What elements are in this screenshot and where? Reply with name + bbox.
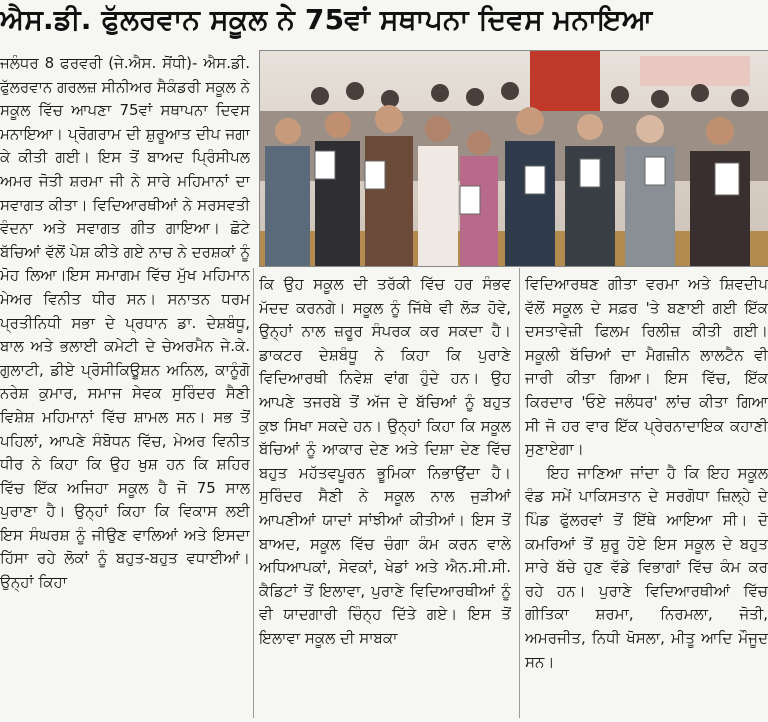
article-column-2 — [259, 273, 511, 722]
headline: ਐਸ.ਡੀ. ਫੁੱਲਰਵਾਨ ਸਕੂਲ ਨੇ 75ਵਾਂ ਸਥਾਪਨਾ ਦਿਵਸ ਮਨਾਇਆ — [0, 3, 653, 36]
paragraph: ਵਿਦਿਆਰਥਣ ਗੀਤਾ ਵਰਮਾ ਅਤੇ ਸ਼ਿਵਦੀਪ ਵੱਲੋਂ ਸਕੂਲ ਦੇ ਸਫ਼ਰ 'ਤੇ ਬਣਾਈ ਗਈ ਇੱਕ ਦਸਤਾਵੇਜ਼ੀ ਫਿਲਮ ਰਿਲੀਜ਼ ਕੀਤੀ ਗਈ। ਸਕੂਲੀ ਬੱਚਿਆਂ ਦਾ ਮੈਗਜ਼ੀਨ ਲਾਲਟੈਨ ਵੀ ਜਾਰੀ ਕੀਤਾ ਗਿਆ। ਇਸ ਵਿੱਚ, ਇੱਕ ਕਿਰਦਾਰ 'ਓਏ ਜਲੰਧਰ' ਲਾਂਚ ਕੀਤਾ ਗਿਆ ਸੀ ਜੋ ਹਰ ਵਾਰ ਇੱਕ ਪ੍ਰੇਰਨਾਦਾਇਕ ਕਹਾਣੀ ਸੁਣਾਏਗਾ। — [525, 275, 768, 459]
column-divider — [253, 268, 254, 718]
event-photo — [259, 50, 768, 267]
paragraph: ਕਿ ਉਹ ਸਕੂਲ ਦੀ ਤਰੱਕੀ ਵਿੱਚ ਹਰ ਸੰਭਵ ਮੱਦਦ ਕਰਨਗੇ। ਸਕੂਲ ਨੂੰ ਜਿੱਥੇ ਵੀ ਲੋੜ ਹੋਵੇ, ਉਨ੍ਹਾਂ ਨਾਲ ਜ਼ਰੂਰ ਸੰਪਰਕ ਕਰ ਸਕਦਾ ਹੈ। ਡਾਕਟਰ ਦੇਸ਼ਬੰਧੂ ਨੇ ਕਿਹਾ ਕਿ ਪੁਰਾਣੇ ਵਿਦਿਆਰਥੀ ਨਿਵੇਸ਼ ਵਾਂਗ ਹੁੰਦੇ ਹਨ। ਉਹ ਆਪਣੇ ਤਜਰਬੇ ਤੋਂ ਅੱਜ ਦੇ ਬੱਚਿਆਂ ਨੂੰ ਬਹੁਤ ਕੁਝ ਸਿਖਾ ਸਕਦੇ ਹਨ। ਉਨ੍ਹਾਂ ਕਿਹਾ ਕਿ ਸਕੂਲ ਬੱਚਿਆਂ ਨੂੰ ਆਕਾਰ ਦੇਣ ਅਤੇ ਦਿਸ਼ਾ ਦੇਣ ਵਿੱਚ ਬਹੁਤ ਮਹੱਤਵਪੂਰਨ ਭੂਮਿਕਾ ਨਿਭਾਉਂਦਾ ਹੈ। ਸੁਰਿੰਦਰ ਸੈਣੀ ਨੇ ਸਕੂਲ ਨਾਲ ਜੁੜੀਆਂ ਆਪਣੀਆਂ ਯਾਦਾਂ ਸਾਂਝੀਆਂ ਕੀਤੀਆਂ। ਇਸ ਤੋਂ ਬਾਅਦ, ਸਕੂਲ ਵਿੱਚ ਚੰਗਾ ਕੰਮ ਕਰਨ ਵਾਲੇ ਅਧਿਆਪਕਾਂ, ਸੇਵਕਾਂ, ਖੇਡਾਂ ਅਤੇ ਐਨ.ਸੀ.ਸੀ. ਕੈਡਿਟਾਂ ਤੋਂ ਇਲਾਵਾ, ਪੁਰਾਣੇ ਵਿਦਿਆਰਥੀਆਂ ਨੂੰ ਵੀ ਯਾਦਗਾਰੀ ਚਿੰਨ੍ਹ ਦਿੱਤੇ ਗਏ। ਇਸ ਤੋਂ ਇਲਾਵਾ ਸਕੂਲ ਦੀ ਸਾਬਕਾ — [259, 275, 511, 647]
paragraph: ਜਲੰਧਰ 8 ਫਰਵਰੀ (ਜੇ.ਐਸ. ਸੋਂਧੀ)- ਐਸ.ਡੀ. ਫੁੱਲਰਵਾਨ ਗਰਲਜ਼ ਸੀਨੀਅਰ ਸੈਕੰਡਰੀ ਸਕੂਲ ਨੇ ਸਕੂਲ ਵਿੱਚ ਆਪਣਾ 75ਵਾਂ ਸਥਾਪਨਾ ਦਿਵਸ ਮਨਾਇਆ। ਪ੍ਰੋਗਰਾਮ ਦੀ ਸ਼ੁਰੂਆਤ ਦੀਪ ਜਗਾ ਕੇ ਕੀਤੀ ਗਈ। ਇਸ ਤੋਂ ਬਾਅਦ ਪ੍ਰਿੰਸੀਪਲ ਅਮਰ ਜੋਤੀ ਸ਼ਰਮਾ ਜੀ ਨੇ ਸਾਰੇ ਮਹਿਮਾਨਾਂ ਦਾ ਸਵਾਗਤ ਕੀਤਾ। ਵਿਦਿਆਰਥੀਆਂ ਨੇ ਸਰਸਵਤੀ ਵੰਦਨਾ ਅਤੇ ਸਵਾਗਤ ਗੀਤ ਗਾਇਆ। ਛੋਟੇ ਬੱਚਿਆਂ ਵੱਲੋਂ ਪੇਸ਼ ਕੀਤੇ ਗਏ ਨਾਚ ਨੇ ਦਰਸ਼ਕਾਂ ਨੂੰ ਮੋਹ ਲਿਆ।ਇਸ ਸਮਾਗਮ ਵਿੱਚ ਮੁੱਖ ਮਹਿਮਾਨ ਮੇਅਰ ਵਿਨੀਤ ਧੀਰ ਸਨ। ਸਨਾਤਨ ਧਰਮ ਪ੍ਰਤੀਨਿਧੀ ਸਭਾ ਦੇ ਪ੍ਰਧਾਨ ਡਾ. ਦੇਸ਼ਬੰਧੂ, ਬਾਲ ਅਤੇ ਭਲਾਈ ਕਮੇਟੀ ਦੇ ਚੇਅਰਮੈਨ ਜੇ.ਕੇ. ਗੁਲਾਟੀ, ਡੀਏ ਪ੍ਰੋਸੀਕਿਊਸ਼ਨ ਅਨਿਲ, ਕਾਨੂੰਗੋ ਨਰੇਸ਼ ਕੁਮਾਰ, ਸਮਾਜ ਸੇਵਕ ਸੁਰਿੰਦਰ ਸੈਣੀ ਵਿਸ਼ੇਸ਼ ਮਹਿਮਾਨਾਂ ਵਿੱਚ ਸ਼ਾਮਲ ਸਨ। ਸਭ ਤੋਂ ਪਹਿਲਾਂ, ਆਪਣੇ ਸੰਬੋਧਨ ਵਿੱਚ, ਮੇਅਰ ਵਿਨੀਤ ਧੀਰ ਨੇ ਕਿਹਾ ਕਿ ਉਹ ਖੁਸ਼ ਹਨ ਕਿ ਸ਼ਹਿਰ ਵਿੱਚ ਇੱਕ ਅਜਿਹਾ ਸਕੂਲ ਹੈ ਜੋ 75 ਸਾਲ ਪੁਰਾਣਾ ਹੈ। ਉਨ੍ਹਾਂ ਕਿਹਾ ਕਿ ਵਿਕਾਸ ਲਈ ਇਸ ਸੰਘਰਸ਼ ਨੂੰ ਜੀਉਣ ਵਾਲਿਆਂ ਅਤੇ ਇਸਦਾ ਹਿੱਸਾ ਰਹੇ ਲੋਕਾਂ ਨੂੰ ਬਹੁਤ-ਬਹੁਤ ਵਧਾਈਆਂ। ਉਨ੍ਹਾਂ ਕਿਹਾ — [0, 54, 250, 592]
paragraph: ਇਹ ਜਾਣਿਆ ਜਾਂਦਾ ਹੈ ਕਿ ਇਹ ਸਕੂਲ ਵੰਡ ਸਮੇਂ ਪਾਕਿਸਤਾਨ ਦੇ ਸਰਗੋਧਾ ਜ਼ਿਲ੍ਹੇ ਦੇ ਪਿੰਡ ਫੁੱਲਰਵਾਂ ਤੋਂ ਇੱਥੇ ਆਇਆ ਸੀ। ਦੋ ਕਮਰਿਆਂ ਤੋਂ ਸ਼ੁਰੂ ਹੋਏ ਇਸ ਸਕੂਲ ਦੇ ਬਹੁਤ ਸਾਰੇ ਬੱਚੇ ਹੁਣ ਵੱਡੇ ਵਿਭਾਗਾਂ ਵਿੱਚ ਕੰਮ ਕਰ ਰਹੇ ਹਨ। ਪੁਰਾਣੇ ਵਿਦਿਆਰਥੀਆਂ ਵਿੱਚ ਗੀਤਿਕਾ ਸ਼ਰਮਾ, ਨਿਰਮਲਾ, ਜੋਤੀ, ਅਮਰਜੀਤ, ਨਿਧੀ ਖੋਸਲਾ, ਮੀਤੂ ਆਦਿ ਮੌਜੂਦ ਸਨ। — [525, 463, 768, 671]
event-photo-image — [260, 51, 768, 266]
column-divider — [519, 268, 520, 718]
article-column-1 — [0, 52, 250, 722]
article-column-3 — [525, 273, 768, 722]
